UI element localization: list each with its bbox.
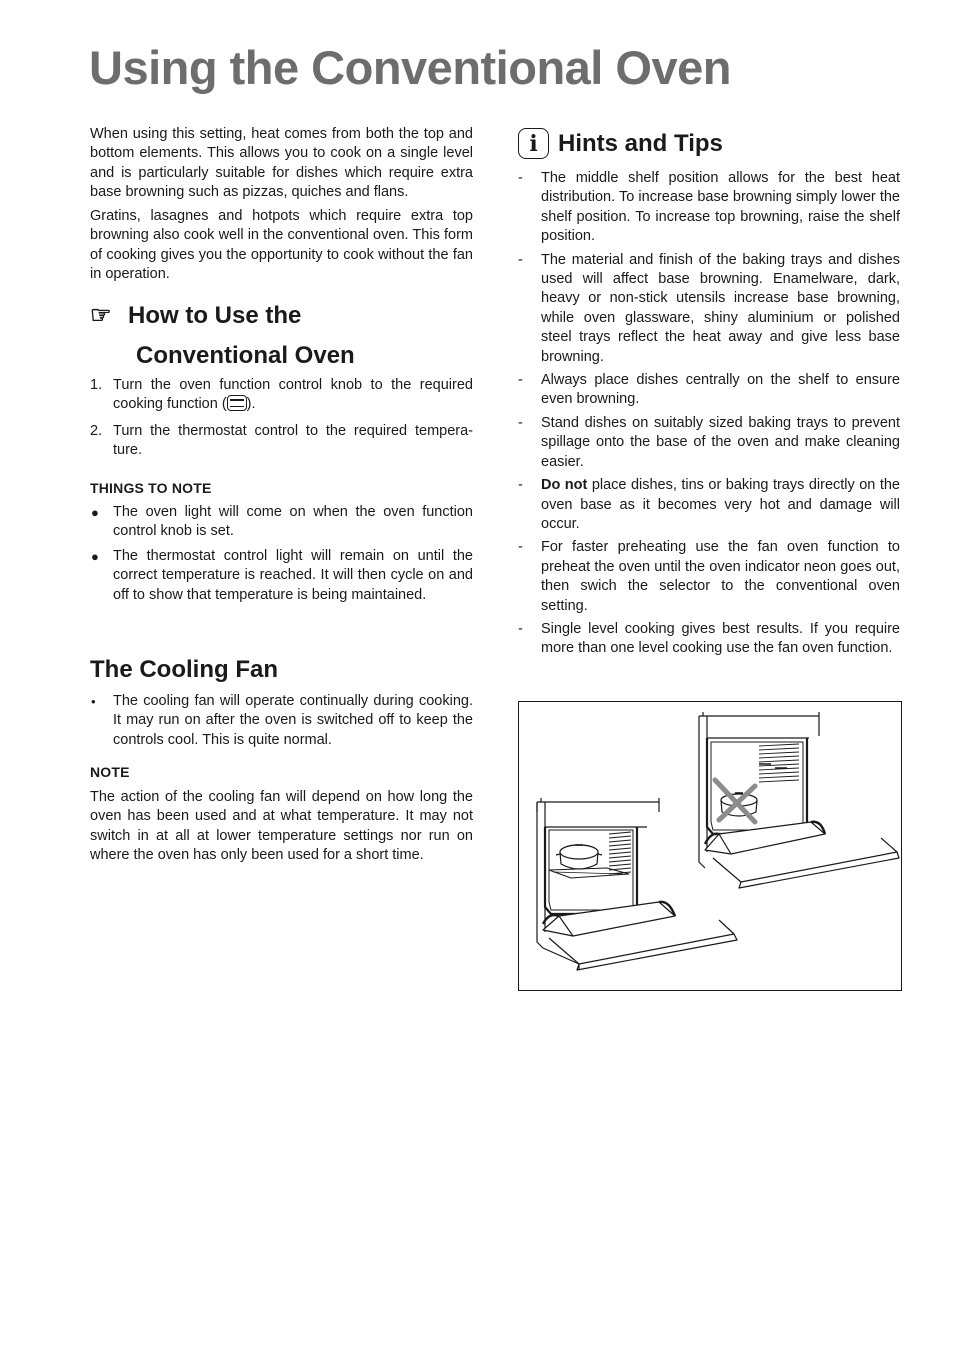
- hint-text: The material and finish of the baking trays and dishes used will affect base browning. Enamelware, dark, heavy or non-stick utensils increase base browning, while oven glassware, shiny aluminium or polished steel trays reflect the heat away and give less base browning.: [541, 251, 900, 365]
- conventional-oven-function-icon: [227, 395, 247, 411]
- how-to-steps: [90, 376, 473, 468]
- dash-marker: -: [518, 539, 523, 556]
- note-paragraph: The action of the cooling fan will depend on how long the oven has been used and at what temperature. It may not switch in at all at lower temperature settings nor run on where the oven has only been used for a short time.: [90, 789, 473, 864]
- info-icon: i: [518, 128, 549, 159]
- pointing-hand-icon: ☞: [90, 302, 112, 329]
- things-to-note-list: [90, 503, 473, 610]
- oven-dish-placement-illustration: [518, 701, 902, 991]
- dash-marker: -: [518, 620, 523, 637]
- bullet-icon: •: [91, 694, 96, 709]
- dash-marker: -: [518, 414, 523, 431]
- cooling-fan-heading: The Cooling Fan: [90, 656, 278, 683]
- hints-list: [518, 169, 900, 663]
- list-item: [90, 503, 473, 542]
- cooling-fan-list: [90, 692, 473, 755]
- hint-item: [518, 620, 900, 659]
- hint-text: Always place dishes centrally on the shelf to ensure even browning.: [541, 372, 900, 408]
- hint-text: The middle shelf position allows for the best heat distribution. To increase base browning simply lower the shelf position. To increase top browning, raise the shelf position.: [541, 170, 900, 245]
- list-item: [90, 547, 473, 605]
- hint-item: [518, 538, 900, 616]
- hint-item: [518, 371, 900, 410]
- dash-marker: -: [518, 477, 523, 494]
- list-item-text: The oven light will come on when the oven function control knob is set.: [113, 504, 473, 540]
- oven-illustration-svg: [519, 702, 902, 991]
- step-text: Turn the thermostat control to the required tempera-ture.: [113, 422, 473, 459]
- step-item: [90, 376, 473, 415]
- page-title: Using the Conventional Oven: [89, 41, 731, 94]
- hint-item: [518, 251, 900, 367]
- step-number: 1.: [90, 377, 103, 393]
- step-text-before: Turn the oven function control knob to the required cooking function (: [113, 377, 473, 413]
- step-item: [90, 422, 473, 461]
- dash-marker: -: [518, 372, 523, 389]
- hint-text: Stand dishes on suitably sized baking trays to prevent spillage onto the base of the oven and make cleaning easier.: [541, 414, 900, 470]
- intro-paragraph-2: Gratins, lasagnes and hotpots which require extra top browning also cook well in the conventional oven. This form of cooking gives you the opportunity to cook without the fan in operation.: [90, 208, 473, 283]
- hint-bold-text: Do not: [541, 477, 588, 494]
- hints-header: [518, 128, 723, 159]
- list-item-text: The thermostat control light will remain on until the correct temperature is reached. It will then cycle on and off to show that temperature is being maintained.: [113, 547, 473, 603]
- dash-marker: -: [518, 251, 523, 268]
- dash-marker: -: [518, 170, 523, 186]
- hint-item: [518, 169, 900, 247]
- hint-text: For faster preheating use the fan oven function to preheat the oven until the oven indicator neon goes out, then swich the selector to the conventional oven setting.: [541, 539, 900, 614]
- bullet-icon: ●: [91, 505, 99, 520]
- list-item: [90, 692, 473, 750]
- list-item-text: The cooling fan will operate continually during cooking. It may run on after the oven is switched off to keep the controls cool. This is quite normal.: [113, 693, 473, 748]
- bullet-icon: ●: [91, 548, 99, 564]
- hints-heading: Hints and Tips: [558, 129, 723, 157]
- step-text-after: ).: [246, 396, 256, 413]
- step-number: 2.: [90, 422, 103, 439]
- intro-paragraph-1: When using this setting, heat comes from both the top and bottom elements. This allows you to cook on a single level and is particularly suitable for dishes which require extra base browning such as pizzas, quiches and flans.: [90, 126, 473, 201]
- hint-text: place dishes, tins or baking trays directly on the oven base as it becomes very hot and damage will occur.: [541, 477, 900, 532]
- hint-item: [518, 476, 900, 534]
- things-to-note-heading: THINGS TO NOTE: [90, 480, 212, 496]
- how-to-heading-line1: How to Use the: [128, 302, 302, 329]
- hint-item: [518, 414, 900, 472]
- how-to-heading-line2: Conventional Oven: [136, 342, 355, 369]
- hint-text: Single level cooking gives best results. If you require more than one level cooking use the fan oven function.: [541, 620, 900, 657]
- note-heading: NOTE: [90, 764, 130, 780]
- how-to-heading: [90, 296, 473, 376]
